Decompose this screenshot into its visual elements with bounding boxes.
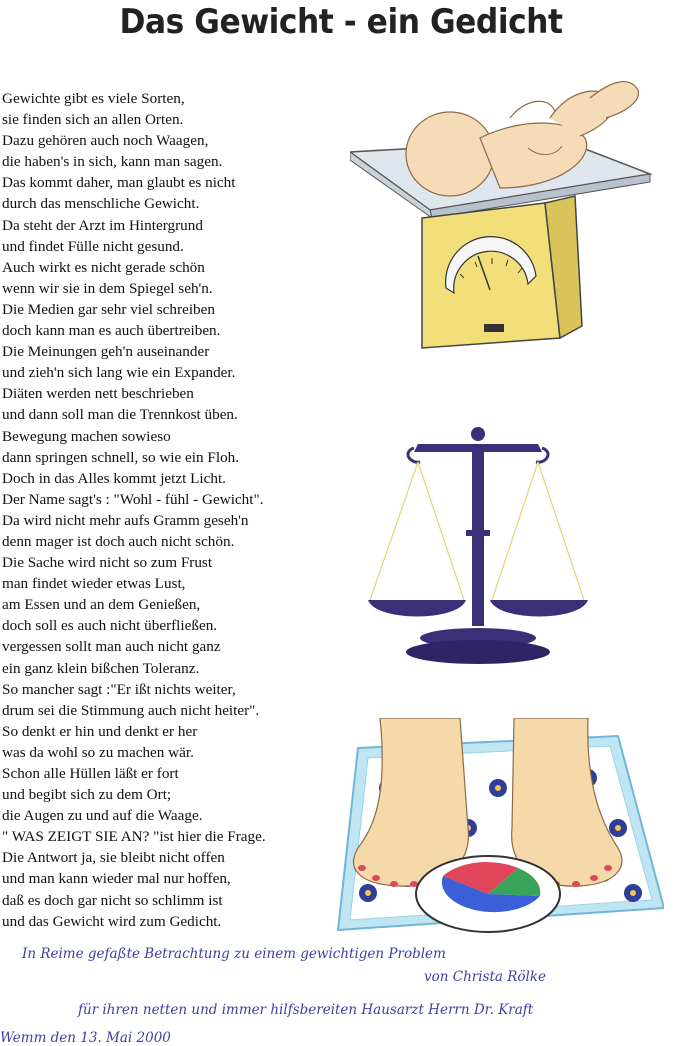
footer-author: von Christa Rölke [424, 969, 547, 985]
poem-line: und findet Fülle nicht gesund. [2, 237, 184, 255]
balance-scale-illustration [362, 412, 592, 672]
poem-line: und man kann wieder mal nur hoffen, [2, 870, 231, 888]
poem-line: doch kann man es auch übertreiben. [2, 322, 221, 340]
poem-line: denn mager ist doch auch nicht schön. [2, 532, 235, 550]
poem-line: die haben's in sich, kann man sagen. [2, 153, 223, 171]
poem-line: wenn wir sie in dem Spiegel seh'n. [2, 279, 213, 297]
poem-line: Die Antwort ja, sie bleibt nicht offen [2, 849, 225, 867]
baby-scale-illustration [350, 78, 672, 350]
poem-line: So denkt er hin und denkt er her [2, 722, 198, 740]
poem-line: Die Meinungen geh'n auseinander [2, 343, 210, 361]
poem-line: und zieh'n sich lang wie ein Expander. [2, 364, 236, 382]
poem-line: Auch wirkt es nicht gerade schön [2, 258, 205, 276]
footer-date: Wemm den 13. Mai 2000 [0, 1030, 171, 1046]
poem-line: man findet wieder etwas Lust, [2, 575, 186, 593]
poem-line: durch das menschliche Gewicht. [2, 195, 200, 213]
poem-line: sie finden sich an allen Orten. [2, 111, 184, 129]
poem-line: ein ganz klein bißchen Toleranz. [2, 659, 200, 677]
poem-line: Die Sache wird nicht so zum Frust [2, 554, 213, 572]
poem-line: und begibt sich zu dem Ort; [2, 786, 172, 804]
poem-line: Bewegung machen sowieso [2, 427, 171, 445]
poem-line: Die Medien gar sehr viel schreiben [2, 300, 215, 318]
poem-line: Schon alle Hüllen läßt er fort [2, 765, 179, 782]
poem-line: und dann soll man die Trennkost üben. [2, 406, 238, 424]
poem-line: " WAS ZEIGT SIE AN? "ist hier die Frage. [2, 828, 266, 846]
poem-line: Diäten werden nett beschrieben [2, 385, 194, 403]
poem-line: Da steht der Arzt im Hintergrund [2, 216, 203, 234]
poem-line: So mancher sagt :"Er ißt nichts weiter, [2, 680, 236, 698]
page-title: Das Gewicht - ein Gedicht [119, 2, 563, 42]
bathroom-scale-illustration [318, 718, 664, 936]
poem-line: Doch in das Alles kommt jetzt Licht. [2, 469, 226, 487]
poem-line: Der Name sagt's : "Wohl - fühl - Gewicht". [2, 490, 264, 508]
poem-line: doch soll es auch nicht überfließen. [2, 617, 218, 635]
poem-line: und das Gewicht wird zum Gedicht. [2, 912, 222, 930]
poem-line: dann springen schnell, so wie ein Floh. [2, 448, 240, 466]
poem-line: drum sei die Stimmung auch nicht heiter". [2, 701, 260, 719]
poem-line: am Essen und an dem Genießen, [2, 596, 201, 614]
poem-line: Da wird nicht mehr aufs Gramm geseh'n [2, 511, 249, 529]
poem [2, 88, 332, 932]
poem-line: was da wohl so zu machen wär. [2, 743, 194, 761]
poem-line: Das kommt daher, man glaubt es nicht [2, 174, 236, 192]
poem-line: Gewichte gibt es viele Sorten, [2, 90, 185, 107]
footer-dedication-line-1: In Reime gefaßte Betrachtung zu einem gewichtigen Problem [22, 946, 446, 962]
poem-line: vergessen sollt man auch nicht ganz [2, 638, 221, 656]
footer-dedication-line-2: für ihren netten und immer hilfsbereiten Hausarzt Herrn Dr. Kraft [78, 1002, 534, 1018]
poem-line: daß es doch gar nicht so schlimm ist [2, 891, 223, 909]
poem-line: Dazu gehören auch noch Waagen, [2, 132, 209, 150]
poem-line: die Augen zu und auf die Waage. [2, 807, 203, 825]
